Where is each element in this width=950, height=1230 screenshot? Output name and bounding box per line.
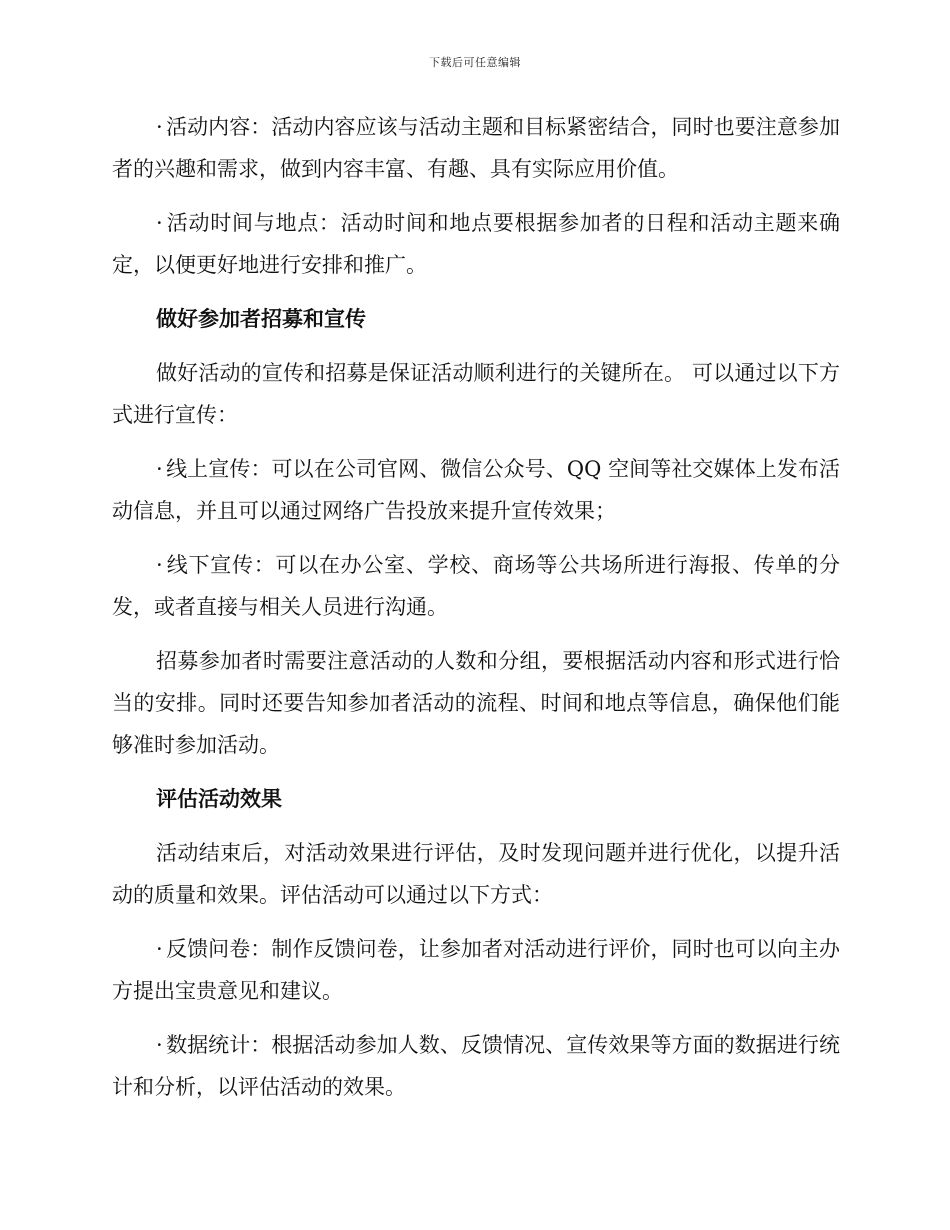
bullet-marker: · bbox=[156, 1033, 163, 1057]
paragraph-recruitment-notes: 招募参加者时需要注意活动的人数和分组，要根据活动内容和形式进行恰当的安排。同时还要告知参加者活动的流程、时间和地点等信息，确保他们能够准时参加活动。 bbox=[112, 649, 840, 757]
bullet-text: 活动内容：活动内容应该与活动主题和目标紧密结合，同时也要注意参加者的兴趣和需求，做到内容丰富、有趣、具有实际应用价值。 bbox=[112, 115, 840, 181]
bullet-activity-content bbox=[112, 106, 840, 190]
bullet-marker: · bbox=[156, 457, 163, 481]
page-header: 下载后可任意编辑 bbox=[429, 56, 521, 69]
bullet-marker: · bbox=[156, 553, 163, 577]
bullet-text: 数据统计：根据活动参加人数、反馈情况、宣传效果等方面的数据进行统计和分析，以评估活动的效果。 bbox=[112, 1033, 840, 1099]
bullet-marker: · bbox=[156, 211, 163, 235]
document-body bbox=[112, 106, 840, 1120]
section-heading-recruitment: 做好参加者招募和宣传 bbox=[156, 306, 366, 331]
bullet-offline-promotion bbox=[112, 544, 840, 628]
bullet-activity-time-place bbox=[112, 202, 840, 286]
bullet-text: 线下宣传：可以在办公室、学校、商场等公共场所进行海报、传单的分发，或者直接与相关人员进行沟通。 bbox=[112, 553, 840, 619]
paragraph-evaluation-intro: 活动结束后，对活动效果进行评估，及时发现问题并进行优化，以提升活动的质量和效果。评估活动可以通过以下方式： bbox=[112, 841, 840, 907]
bullet-data-statistics bbox=[112, 1024, 840, 1108]
bullet-text: 反馈问卷：制作反馈问卷，让参加者对活动进行评价，同时也可以向主办方提出宝贵意见和建议。 bbox=[112, 937, 840, 1003]
bullet-text: 线上宣传：可以在公司官网、微信公众号、QQ 空间等社交媒体上发布活动信息，并且可以通过网络广告投放来提升宣传效果； bbox=[112, 457, 840, 523]
bullet-marker: · bbox=[156, 115, 163, 139]
bullet-text: 活动时间与地点：活动时间和地点要根据参加者的日程和活动主题来确定，以便更好地进行安排和推广。 bbox=[112, 211, 840, 277]
bullet-marker: · bbox=[156, 937, 163, 961]
bullet-feedback-survey bbox=[112, 928, 840, 1012]
paragraph-promotion-intro: 做好活动的宣传和招募是保证活动顺利进行的关键所在。 可以通过以下方式进行宣传： bbox=[112, 361, 840, 427]
bullet-online-promotion bbox=[112, 448, 840, 532]
section-heading-evaluation: 评估活动效果 bbox=[156, 786, 282, 811]
